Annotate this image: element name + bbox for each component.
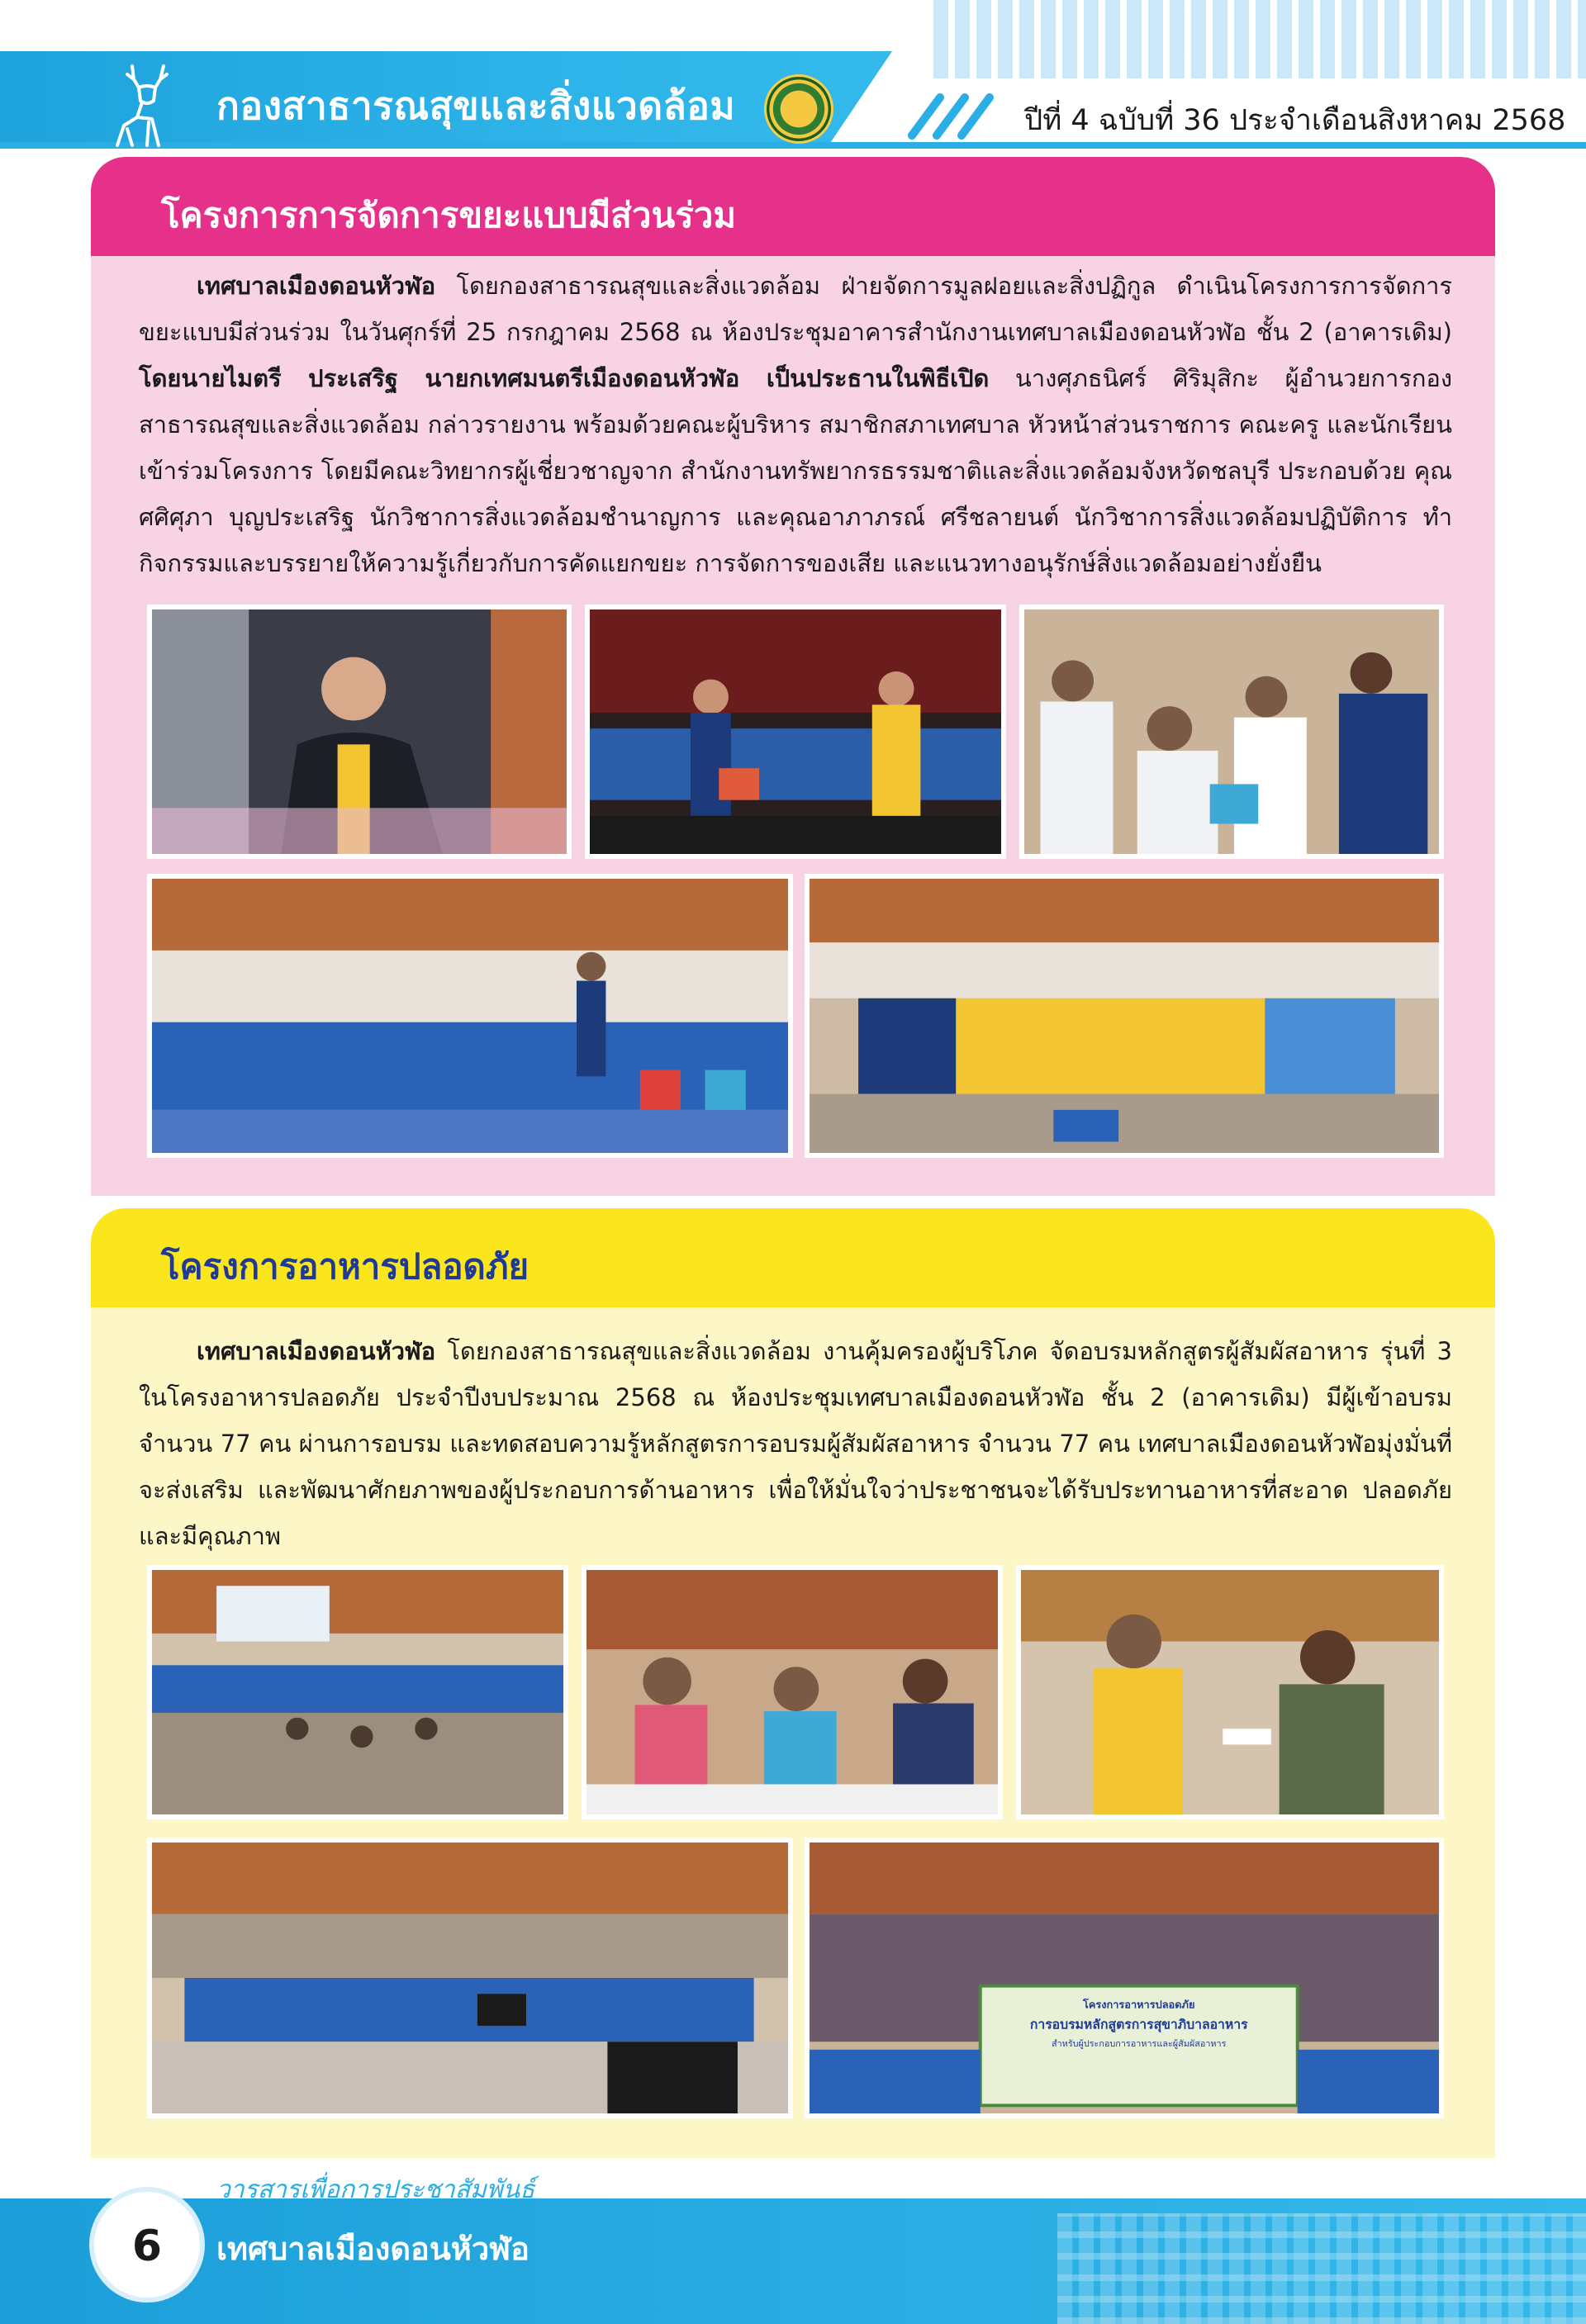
body-text: นางศุภธนิศร์ ศิริมุสิกะ ผู้อำนวยการกองสาธารณสุขและสิ่งแวดล้อม กล่าวรายงาน พร้อมด้วยคณะผู้บริหาร สมาชิกสภาเทศบาล หัวหน้าส่วนราชการ คณะครู และนักเรียน เข้าร่วมโครงการ โดยมีคณะวิทยากรผู้เชี่ยวชาญจาก สำนักงานทรัพยากรธรรมชาติและสิ่งแวดล้อมจังหวัดชลบุรี ประกอบด้วย คุณศศิศุภา บุญประเสริฐ นักวิชาการสิ่งแวดล้อมชำนาญการ และคุณอาภาภรณ์ ศรีชลายนต์ นักวิชาการสิ่งแวดล้อมปฏิบัติการ ทำกิจกรรมและบรรยายให้ความรู้เกี่ยวกับการคัดแยกขยะ การจัดการของเสีย และแนวทางอนุรักษ์สิ่งแวดล้อมอย่างยั่งยืน bbox=[139, 364, 1452, 577]
decorative-stripes bbox=[907, 91, 994, 140]
photo-speakers-on-stage bbox=[585, 605, 1006, 859]
photo-attendees-clapping bbox=[582, 1565, 1003, 1819]
body-text: โดยกองสาธารณสุขและสิ่งแวดล้อม ฝ่ายจัดการมูลฝอยและสิ่งปฏิกูล ดำเนินโครงการการจัดการขยะแบบมีส่วนร่วม ในวันศุกร์ที่ 25 กรกฎาคม 2568 ณ ห้องประชุมอาคารสำนักงานเทศบาลเมืองดอนหัวฬ่อ ชั้น 2 (อาคารเดิม) bbox=[139, 272, 1452, 346]
section-paragraph bbox=[139, 263, 1452, 586]
page-number: 6 bbox=[131, 2222, 163, 2271]
lead-text: เทศบาลเมืองดอนหัวฬ่อ bbox=[197, 272, 436, 300]
photo-food-safety-group bbox=[805, 1838, 1444, 2118]
header-pixel-pattern bbox=[933, 0, 1586, 78]
section-paragraph bbox=[139, 1328, 1452, 1559]
section-header bbox=[91, 157, 1495, 256]
page-header bbox=[0, 0, 1586, 157]
photo-meeting-room-students bbox=[147, 874, 793, 1158]
section-title: โครงการอาหารปลอดภัย bbox=[161, 1246, 529, 1287]
photo-students-sorting-waste bbox=[1019, 605, 1444, 859]
waste-management-section bbox=[91, 157, 1495, 1196]
bold-text: โดยนายไมตรี ประเสริฐ นายกเทศมนตรีเมืองดอนหัวฬ่อ เป็นประธานในพิธีเปิด bbox=[139, 364, 990, 392]
department-title: กองสาธารณสุขและสิ่งแวดล้อม bbox=[216, 83, 736, 128]
footer-journal-label: วารสารเพื่อการประชาสัมพันธ์ bbox=[216, 2175, 535, 2204]
deer-icon bbox=[99, 59, 190, 150]
photo-speaker-at-podium bbox=[147, 605, 572, 859]
banner-subtitle: การอบรมหลักสูตรการสุขาภิบาลอาหาร bbox=[1029, 2017, 1248, 2032]
banner-caption: สำหรับผู้ประกอบการอาหารและผู้สัมผัสอาหาร bbox=[1051, 2038, 1227, 2049]
photo-training-hall bbox=[147, 1565, 568, 1819]
section-title: โครงการการจัดการขยะแบบมีส่วนร่วม bbox=[161, 195, 737, 235]
page-footer bbox=[0, 2164, 1586, 2324]
footer-municipality-name: เทศบาลเมืองดอนหัวฬ่อ bbox=[216, 2231, 529, 2267]
photo-certificate-handover bbox=[1016, 1565, 1444, 1819]
body-text: โดยกองสาธารณสุขและสิ่งแวดล้อม งานคุ้มครองผู้บริโภค จัดอบรมหลักสูตรผู้สัมผัสอาหาร รุ่นที่ 3 ในโครงอาหารปลอดภัย ประจำปีงบประมาณ 2568 ณ ห้องประชุมเทศบาลเมืองดอนหัวฬ่อ ชั้น 2 (อาคารเดิม) มีผู้เข้าอบรม จำนวน 77 คน ผ่านการอบรม และทดสอบความรู้หลักสูตรการอบรมผู้สัมผัสอาหาร จำนวน 77 คน เทศบาลเมืองดอนหัวฬ่อมุ่งมั่นที่จะส่งเสริม และพัฒนาศักยภาพของผู้ประกอบการด้านอาหาร เพื่อให้มั่นใจว่าประชาชนจะได้รับประทานอาหารที่สะอาด ปลอดภัย และมีคุณภาพ bbox=[139, 1337, 1452, 1550]
banner-title: โครงการอาหารปลอดภัย bbox=[1082, 1998, 1195, 2011]
section-header bbox=[91, 1208, 1495, 1307]
photo-training-room-overview bbox=[147, 1838, 793, 2118]
issue-info: ปีที่ 4 ฉบับที่ 36 ประจำเดือนสิงหาคม 2568 bbox=[1024, 104, 1566, 137]
page-number-badge bbox=[89, 2187, 205, 2303]
food-safety-section bbox=[91, 1208, 1495, 2158]
footer-pixel-pattern bbox=[1057, 2213, 1586, 2324]
municipality-seal-icon bbox=[764, 74, 833, 144]
lead-text: เทศบาลเมืองดอนหัวฬ่อ bbox=[197, 1337, 436, 1365]
photo-group-participants bbox=[805, 874, 1444, 1158]
